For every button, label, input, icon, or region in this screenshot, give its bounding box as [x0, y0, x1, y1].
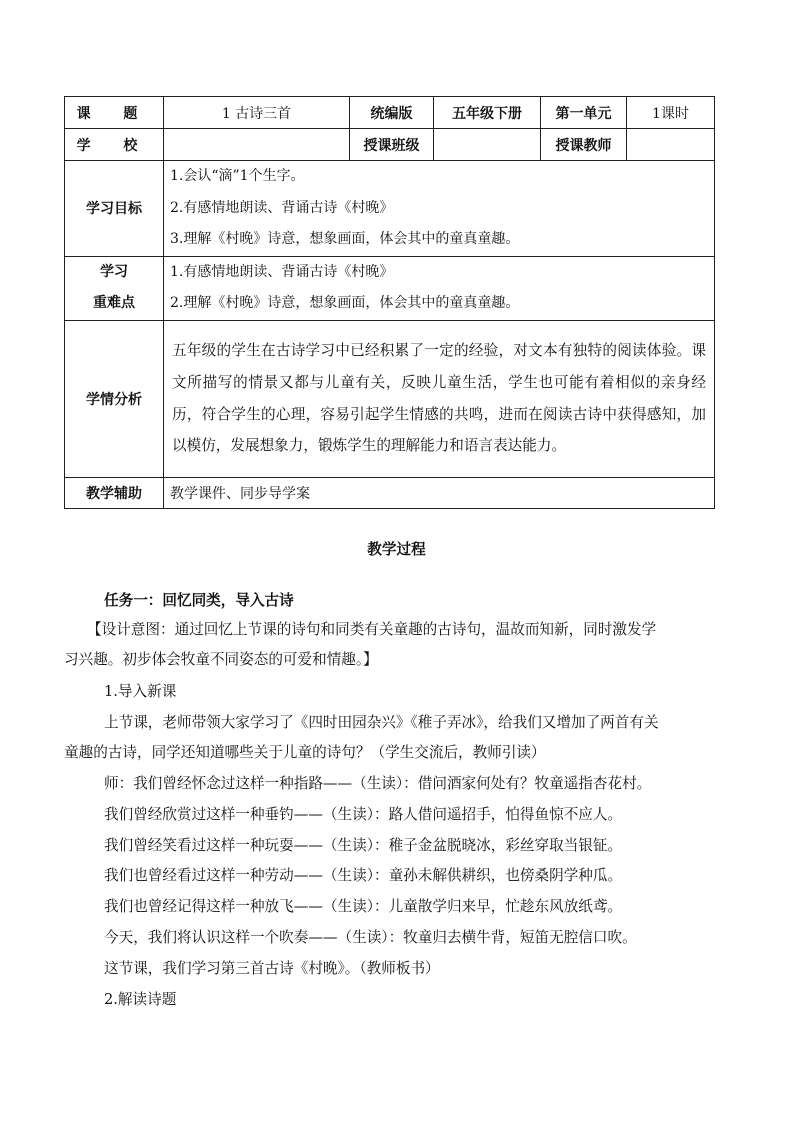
- teacher-value: [627, 129, 715, 161]
- analysis-text: 五年级的学生在古诗学习中已经积累了一定的经验，对文本有独特的阅读体验。课文所描写的情景又都与儿童有关，反映儿童生活，学生也可能有着相似的亲身经历，符合学生的心理，容易引起学生情感的共鸣，进而在阅读古诗中获得感知，加以模仿，发展想象力，锻炼学生的理解能力和语言表达能力。: [172, 342, 706, 455]
- analysis-content: [164, 320, 715, 477]
- class-hours: 1课时: [627, 97, 715, 129]
- unit: 第一单元: [541, 97, 627, 129]
- goals-label: 学习目标: [65, 161, 164, 257]
- school-label: 学 校: [65, 129, 164, 161]
- school-value: [164, 129, 350, 161]
- key-points-content: [164, 256, 715, 320]
- goal-item: 3.理解《村晚》诗意，想象画面，体会其中的童真童趣。: [170, 231, 520, 247]
- recitation-line: 师：我们曾经怀念过这样一种指路——（生读）：借问酒家何处有？牧童遥指杏花村。: [104, 775, 652, 792]
- edition: 统编版: [350, 97, 434, 129]
- lesson-row: [65, 97, 715, 129]
- intro-line: 童趣的古诗，同学还知道哪些关于儿童的诗句？（学生交流后，教师引读）: [64, 744, 546, 761]
- recitation-line: 这节课，我们学习第三首古诗《村晚》。（教师板书）: [104, 960, 440, 977]
- goal-item: 2.有感情地朗读、背诵古诗《村晚》: [170, 199, 394, 216]
- class-label: 授课班级: [350, 129, 434, 161]
- key-points-label: 学习 重难点: [65, 256, 164, 320]
- aids-content: 教学课件、同步导学案: [164, 477, 715, 508]
- step-heading: 1.导入新课: [104, 683, 177, 700]
- key-points-row: [65, 256, 715, 320]
- recitation-line: 我们曾经欣赏过这样一种垂钓——（生读）：路人借问遥招手，怕得鱼惊不应人。: [104, 806, 623, 823]
- aids-row: [65, 477, 715, 508]
- design-intent-line: 习兴趣。初步体会牧童不同姿态的可爱和情趣。】: [64, 651, 378, 668]
- analysis-row: [65, 320, 715, 477]
- class-value: [434, 129, 541, 161]
- lesson-label: 课 题: [65, 97, 164, 129]
- recitation-line: 我们曾经笑看过这样一种玩耍——（生读）：稚子金盆脱晓冰，彩丝穿取当银钲。: [104, 837, 623, 854]
- key-point-item: 1.有感情地朗读、背诵古诗《村晚》: [170, 263, 394, 280]
- school-row: [65, 129, 715, 161]
- recitation-line: 我们也曾经看过这样一种劳动——（生读）：童孙未解供耕织，也傍桑阴学种瓜。: [104, 867, 623, 884]
- intro-line: 上节课，老师带领大家学习了《四时田园杂兴》《稚子弄冰》，给我们又增加了两首有关: [104, 714, 659, 731]
- recitation-line: 今天，我们将认识这样一个吹奏——（生读）：牧童归去横牛背，短笛无腔信口吹。: [104, 929, 637, 946]
- analysis-label: 学情分析: [65, 320, 164, 477]
- lesson-info-table: [64, 96, 715, 509]
- teacher-label: 授课教师: [541, 129, 627, 161]
- lesson-title: 1 古诗三首: [164, 97, 350, 129]
- aids-label: 教学辅助: [65, 477, 164, 508]
- design-intent-line: 【设计意图：通过回忆上节课的诗句和同类有关童趣的古诗句，温故而知新，同时激发学: [87, 621, 657, 638]
- goal-item: 1.会认“滴”1个生字。: [170, 168, 305, 184]
- recitation-line: 我们也曾经记得这样一种放飞——（生读）：儿童散学归来早，忙趁东风放纸鸢。: [104, 898, 623, 915]
- goals-content: [164, 161, 715, 257]
- grade: 五年级下册: [434, 97, 541, 129]
- task-heading: 任务一：回忆同类，导入古诗: [104, 592, 294, 609]
- process-heading: 教学过程: [367, 541, 426, 558]
- key-point-item: 2.理解《村晚》诗意，想象画面，体会其中的童真童趣。: [170, 295, 520, 311]
- step-heading: 2.解读诗题: [104, 991, 177, 1008]
- goals-row: [65, 161, 715, 257]
